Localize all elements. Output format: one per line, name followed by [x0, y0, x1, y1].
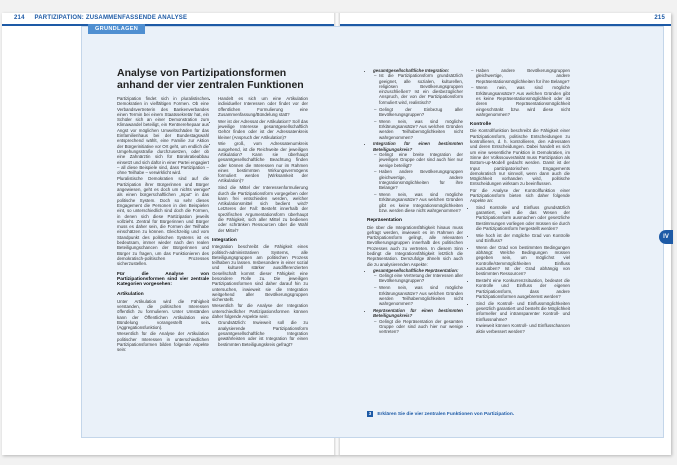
- sub-item: – Wenn nein, was sind mögliche Erklärungsansätze? Aus welchen Gründen gibt es keine Integrationsmöglichkeiten bzw. werden diese nicht wahrgenommen?: [379, 192, 463, 213]
- sub-item: – Gelingt eine Vertretung der Interessen aller Bevölkerungsgruppen?: [379, 273, 463, 284]
- paragraph: Partizipation findet sich in pluralistischen Demokratien in vielfältigen Formen. Ob eine Verbandsvertreterin des Bankenverbandes einen Termin bei einem Staatssekretär hat, ein Schüler sich an einer Demonstration zum Klimawandel beteiligt, ein Rentnerehepaar aus Angst vor möglichen Umweltschäden für das Einfamilienhaus bei der Bundestagswahl entsprechend wählt, eine Familie zur Aktion der Bürgerinitiative vor Ort geht, um endlich die Umgehungsstraße durchzusetzen, oder ob eine Zahnärztin sich für Bürokratieabbau einsetzt und sich dafür in einer Partei engagiert – all diese Beispiele sind, dass Partizipation – ohne Teilhabe – verwirklicht wird.: [117, 96, 209, 176]
- list-item: • Sind Kontrolle und Einfluss grundsätzlich garantiert, weil die das Wesen der Partizipationsform ausmachen oder gesetzliche Bestimmungen vorliegen oder müssen sie durch die Partizipationsform hergestellt werden?: [476, 205, 570, 231]
- sub-item: – Gelingt eine breite Integration der jeweiligen Gruppe oder sind auch hier nur wenige beteiligt?: [379, 152, 463, 168]
- bullet-list: [212, 96, 308, 233]
- question-label: gesamtgesellschaftliche Repräsentation:: [373, 267, 459, 273]
- paragraph: Für die Analyse der Kontrollfunktion einer Partizipationsform bieten sich daher folgende Aspekte an:: [470, 187, 570, 204]
- sub-item: – Gelingt die Repräsentation der gesamten Gruppe oder sind auch hier nur wenige vertreten?: [379, 319, 463, 335]
- paragraph: Pluralistische Demokratien sind auf die Partizipation ihrer Bürgerinnen und Bürger angewiesen, geht es doch um nichts weniger als einen bürgerschaftlichen „Input“ in das politische System. Doch so sehr dieses Engagement die Personen in den Beispielen eint, so unterschiedlich sind doch die Formen, in denen sich diese Partizipation jeweils vollzieht. Zentral für Bürgerinnen und Bürger muss es daher sein, die Formen der Teilhabe einschätzen zu können. Gleichzeitig und vom Standpunkt des politischen Systems ist es bedeutsam, immer wieder nach den realen Beteiligungschancen der Bürgerinnen und Bürger zu fragen, um das Funktionieren des demokratisch-politischen Prozesses sicherzustellen.: [117, 176, 209, 267]
- list-item: • Sind die Kontroll- und Einflussmöglichkeiten gesetzlich garantiert und besteht die Möglichkeit informeller und intransparenter Kontroll- und Einflussnahme?: [476, 301, 570, 322]
- column-2: [212, 96, 308, 348]
- list-item: • Wie groß, vom Adressatenumkreis ausgehend, ist die Reichweite der jeweiligen Artikulation? Kann sie überhaupt gesamtgesellschaftliche Beachtung finden oder können die Interessen nur im Rahmen eines bestimmten Wirkungsvermögens formuliert werden (Wirksamkeit der Artikulation)?: [218, 141, 308, 183]
- list-item: • Grundsätzlich: Inwieweit soll die zu analysierende Partizipationsform gesamtgesellschaftliche Integration gewährleisten oder ist Integration für einen bestimmten Beteiligungskreis gefragt?: [218, 320, 308, 346]
- list-item: • Inwieweit können Kontroll- und Einflusschancen aktiv verbessert werden?: [476, 323, 570, 334]
- list-item: • Wie hoch ist der mögliche Grad von Kontrolle und Einfluss?: [476, 233, 570, 244]
- bullet-list: [212, 320, 308, 346]
- subheading-repraesentation: Repräsentation: [367, 218, 402, 224]
- list-item: • Wer ist der Adressat der Artikulation? Soll das jeweilige Interesse gesamtgesellschaftlich Gehör finden oder ist der Adressatenkreis kleiner (Anspruch der Artikulation)?: [218, 119, 308, 140]
- list-item: [373, 308, 463, 334]
- task-number: 3: [368, 411, 372, 416]
- list-item: • Handelt es sich um eine Artikulation individueller Interessen oder findet vor der öffentlichen Formulierung eine Zusammenfassung/Bündelung statt?: [218, 96, 308, 117]
- right-page-number: 215: [654, 15, 665, 21]
- sub-item: – Wenn nein, was sind mögliche Erklärungsansätze? Aus welchen Gründen werden Teilhabemöglichkeiten nicht wahrgenommen?: [379, 285, 463, 306]
- sub-item: – Ist die Partizipationsform grundsätzlich geeignet, alle sozialen, kulturellen, religiösen Bevölkerungsgruppen einzuschließen? Ist ein diesbezüglicher Anspruch, der von der Partizipationsform formuliert wird, realistisch?: [379, 73, 463, 105]
- sub-item: – Wenn nein, was sind mögliche Erklärungsansätze? Aus welchen Gründen gibt es keine Repräsentationsmöglichkeit oder ist deren Repräsentationsmöglichkeit eingeschränkt bzw. wird diese nicht wahrgenommen?: [476, 85, 570, 117]
- question-label: Repräsentation für einen bestimmten Beteiligungskreis?: [373, 307, 463, 319]
- question-label: Integration für einen bestimmten Beteiligungskreis?: [373, 141, 463, 152]
- list-item: • Besteht eine Konkurrenzsituation, bedeutet die Kontrolle und Einfluss der eigenen Partizipationsform, dass andere Partizipationsformen ausgebremst werden?: [476, 278, 570, 299]
- column-1: [117, 96, 209, 354]
- sub-item: – Haben andere Bevölkerungsgruppen gleichwertige, andere Integrationsmöglichkeiten für ihre Belange?: [379, 169, 463, 190]
- list-item: • Wenn der Grad von bestimmten Bedingungen abhängt: Welche Bedingungen müssen gegeben sein, um möglichst viel Kontrolle/stemmöglichkeiten Einfluss auszuüben? Ist der Grad abhängig von bestimmten Ressourcen?: [476, 245, 570, 277]
- paragraph: Unter Artikulation wird die Fähigkeit verstanden, die politischen Interessen öffentlich zu formulieren. Unter Umständen kann der Öffentlichen Artikulation eine Bündelung vorangestellt sein (Aggregationsfunktion).: [117, 298, 209, 331]
- sub-item: – Haben andere Bevölkerungsgruppen gleichwertige, andere Repräsentationsmöglichkeiten für ihre Belange?: [476, 68, 570, 84]
- bullet-list: [367, 268, 463, 335]
- list-item: [373, 68, 463, 140]
- paragraph-bold: Für die Analyse von Partizipationsformen sind vier zentrale Kategorien vorgesehen:: [117, 271, 209, 288]
- paragraph: Die über die Integrationsfähigkeit hinaus muss gefragt werden, inwieweit es im Rahmen der Partizipationsform gelingt, alle relevanten Bevölkerungsgruppen innerhalb des politischen Prozesses auch zu vertreten. In diesem Sinn bedingt die Integrationsfähigkeit letztlich die Repräsentation. Demzufolge ähneln sich auch die zu analysierenden Aspekte:: [367, 224, 463, 267]
- task-text: Erklären Sie die vier zentralen Funktionen von Partizipation.: [377, 412, 515, 417]
- bullet-list: [470, 68, 570, 117]
- paragraph: Wesentlich für die Analyse der Integration unterschiedlicher Partizipationsformen können daher folgende Aspekte sein:: [212, 303, 308, 320]
- task-line: [367, 411, 514, 417]
- paragraph: Wesentlich für die Analyse der Artikulation politischer Interessen in unterschiedlichen Partizipationsformen bilden folgende Aspekte sein:: [117, 331, 209, 353]
- left-running-title: PARTIZIPATION: ZUSAMMENFASSENDE ANALYSE: [34, 15, 188, 21]
- section-title: Analyse von Partizipationsformen anhand der vier zentralen Funktionen: [117, 67, 304, 91]
- paragraph: Integration beschreibt die Fähigkeit eines politisch-administrativen Systems, alle Beteiligungsgruppen am politischen Prozess teilhaben zu lassen. Insbesondere in einer sozial und kulturell stärker ausdifferenzierten Gesellschaft kommt dieser Fähigkeit eine besondere Rolle zu. Die jeweiligen Partizipationsformen sind daher darauf hin zu untersuchen, inwieweit sie die Integration weitgehend aller Bevölkerungsgruppen sicherstellt.: [212, 244, 308, 303]
- question-label: gesamtgesellschaftliche Integration:: [373, 68, 450, 73]
- left-page-number: 214: [14, 15, 25, 21]
- paragraph: Die Kontrollfunktion beschreibt die Fähigkeit einer Partizipationsform, politische Entscheidungen zu kontrollieren, d. h. kontrollieren, den Adressaten und deren Entscheidungen. Dabei handelt es sich um eine wesentliche Funktion in Demokratien, im Sinne der Volkssouveränität muss Partizipation als Bottom-up-Modell gedacht werden. Damit ist der Input partizipatorischen Engagements demokratisch nur sinnvoll, wenn dann auch die Möglichkeit vorhanden wird, politische Entscheidungen wirksam zu beeinflussen.: [470, 128, 570, 187]
- subheading-kontrolle: Kontrolle: [470, 122, 492, 128]
- column-4: [470, 68, 570, 335]
- bullet-list: [470, 205, 570, 334]
- sub-item: – Gelingt der Einbezug aller Bevölkerungsgruppen?: [379, 107, 463, 118]
- box-tag: GRUNDLAGEN: [88, 24, 145, 34]
- subheading-artikulation: Artikulation: [117, 292, 144, 298]
- left-running-header: [14, 15, 187, 21]
- list-item: [373, 268, 463, 307]
- list-item: • Sind die Mittel der Interessenformulierung durch die Partizipationsform vorgegeben oder kann frei entschieden werden, welcher Artikulationsmittel sich bedient wird? Letzteres der Fall: Besteht innerhalb der spezifischen Argumentationsform überhaupt die Fähigkeit, sich aller Mittel zu bedienen oder schränken Ressourcen über die Wahl der Mittel?: [218, 185, 308, 233]
- sub-item: – Wenn nein, was sind mögliche Erklärungsansätze? Aus welchen Gründen werden Teilhabemöglichkeiten nicht wahrgenommen?: [379, 119, 463, 140]
- column-3: [367, 68, 463, 336]
- list-item: [373, 141, 463, 213]
- subheading-integration: Integration: [212, 237, 237, 243]
- chapter-tab: IV: [659, 230, 673, 244]
- bullet-list: [367, 68, 463, 213]
